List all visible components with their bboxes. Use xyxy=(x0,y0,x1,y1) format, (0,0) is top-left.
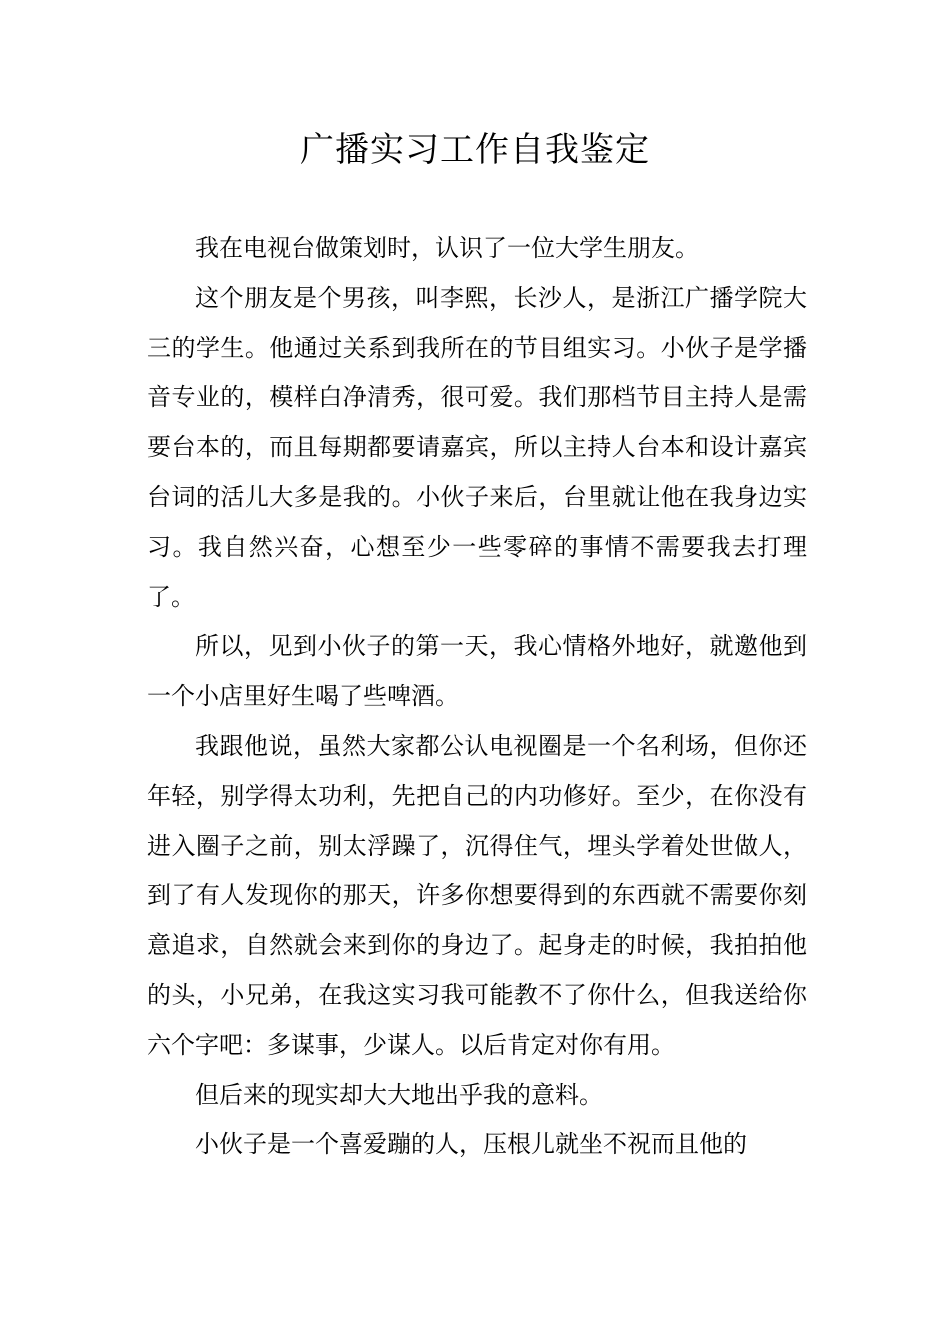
paragraph: 但后来的现实却大大地出乎我的意料。 xyxy=(195,1080,603,1109)
paragraph: 这个朋友是个男孩，叫李熙，长沙人，是浙江广播学院大三的学生。他通过关系到我所在的节目组实习。小伙子是学播音专业的，模样白净清秀，很可爱。我们那档节目主持人是需要台本的，而且每期都要请嘉宾，所以主持人台本和设计嘉宾台词的活儿大多是我的。小伙子来后，台里就让他在我身边实习。我自然兴奋，心想至少一些零碎的事情不需要我去打理了。 xyxy=(147,283,807,611)
paragraph: 小伙子是一个喜爱蹦的人，压根儿就坐不祝而且他的 xyxy=(195,1130,747,1159)
paragraph: 所以，见到小伙子的第一天，我心情格外地好，就邀他到一个小店里好生喝了些啤酒。 xyxy=(147,632,807,711)
paragraph: 我在电视台做策划时，认识了一位大学生朋友。 xyxy=(195,234,699,262)
document-body xyxy=(147,224,807,1170)
paragraph: 我跟他说，虽然大家都公认电视圈是一个名利场，但你还年轻，别学得太功利，先把自己的内功修好。至少，在你没有进入圈子之前，别太浮躁了，沉得住气，埋头学着处世做人，到了有人发现你的那天，许多你想要得到的东西就不需要你刻意追求，自然就会来到你的身边了。起身走的时候，我拍拍他的头，小兄弟，在我这实习我可能教不了你什么，但我送给你六个字吧：多谋事，少谋人。以后肯定对你有用。 xyxy=(147,731,807,1059)
document-title: 广播实习工作自我鉴定 xyxy=(300,130,650,170)
